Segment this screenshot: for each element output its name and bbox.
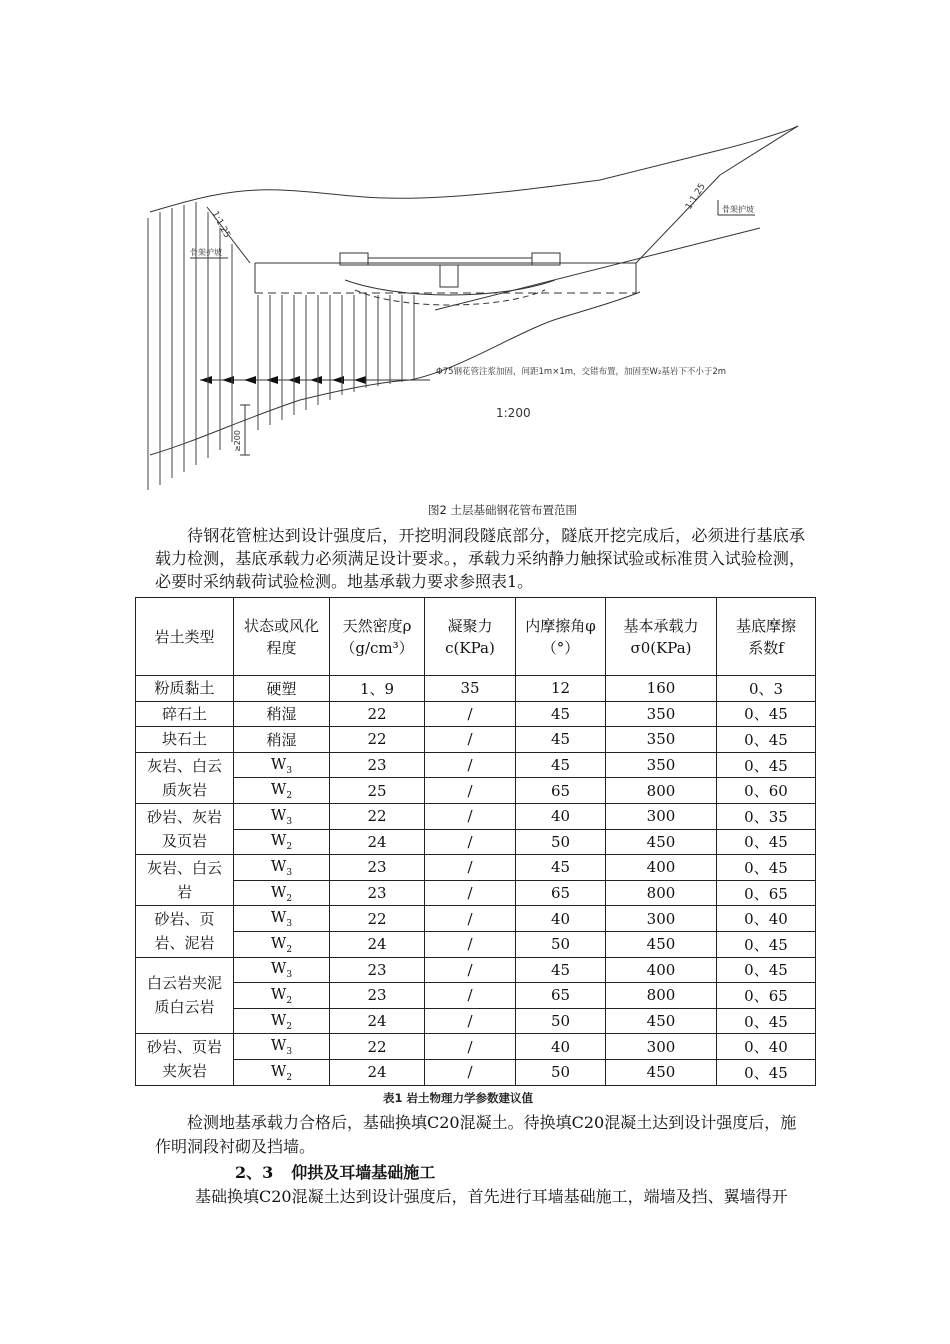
- header-cell: 天然密度ρ（g/cm³）: [330, 598, 425, 676]
- right-protection-label: 骨架护坡: [722, 205, 754, 214]
- table-cell-cohesion: /: [425, 803, 516, 829]
- table-cell-friction: 45: [516, 752, 606, 778]
- table-row: [136, 1059, 816, 1085]
- table-row: [136, 957, 816, 983]
- table-row: [136, 931, 816, 957]
- scale-ratio: 1:200: [496, 406, 531, 420]
- table-cell-coef: 0、45: [717, 752, 816, 778]
- table-cell-bearing: 300: [606, 906, 717, 932]
- table-row: [136, 803, 816, 829]
- table-cell-bearing: 350: [606, 701, 717, 727]
- table-cell-friction: 50: [516, 1059, 606, 1085]
- table-cell-density: 22: [330, 906, 425, 932]
- table-cell-coef: 0、3: [717, 676, 816, 702]
- header-cell: 岩土类型: [136, 598, 234, 676]
- table-cell-density: 22: [330, 803, 425, 829]
- table-cell-density: 23: [330, 957, 425, 983]
- table-cell-state: $W_2$: [234, 829, 330, 855]
- table-cell-type: 碎石土: [136, 701, 234, 727]
- table-cell-friction: 45: [516, 957, 606, 983]
- header-cell: 基本承载力σ0(KPa): [606, 598, 717, 676]
- table-cell-state: 稍湿: [234, 727, 330, 753]
- table-cell-coef: 0、40: [717, 1034, 816, 1060]
- table-cell-friction: 40: [516, 803, 606, 829]
- table-cell-cohesion: 35: [425, 676, 516, 702]
- table-cell-friction: 12: [516, 676, 606, 702]
- table-cell-density: 23: [330, 855, 425, 881]
- depth-label: ≥200: [233, 430, 242, 452]
- table-cell-cohesion: /: [425, 906, 516, 932]
- table-cell-coef: 0、45: [717, 1008, 816, 1034]
- table-cell-coef: 0、35: [717, 803, 816, 829]
- table-cell-bearing: 450: [606, 829, 717, 855]
- table-cell-bearing: 160: [606, 676, 717, 702]
- table-cell-type: 砂岩、页岩夹灰岩: [136, 1034, 234, 1085]
- table-cell-cohesion: /: [425, 1059, 516, 1085]
- table-cell-bearing: 800: [606, 880, 717, 906]
- table-cell-cohesion: /: [425, 931, 516, 957]
- table-cell-bearing: 450: [606, 1008, 717, 1034]
- table-cell-cohesion: /: [425, 829, 516, 855]
- inverted-arch: [355, 290, 545, 305]
- drain-ditch: [440, 265, 458, 287]
- table-cell-coef: 0、45: [717, 957, 816, 983]
- table-cell-cohesion: /: [425, 1034, 516, 1060]
- table-cell-bearing: 400: [606, 855, 717, 881]
- table-cell-bearing: 300: [606, 1034, 717, 1060]
- header-cell: 基底摩擦系数f: [717, 598, 816, 676]
- table-cell-state: $W_3$: [234, 906, 330, 932]
- table-cell-state: $W_3$: [234, 855, 330, 881]
- table-cell-density: 25: [330, 778, 425, 804]
- table-cell-bearing: 450: [606, 931, 717, 957]
- left-slope-ratio: 1:1.25: [209, 209, 232, 240]
- table-cell-friction: 45: [516, 727, 606, 753]
- rock-soil-parameter-table: [135, 597, 816, 1086]
- table-cell-bearing: 350: [606, 752, 717, 778]
- table-row: [136, 983, 816, 1009]
- table-cell-density: 22: [330, 1034, 425, 1060]
- table-row: [136, 829, 816, 855]
- table-row: [136, 1008, 816, 1034]
- table-cell-state: $W_3$: [234, 957, 330, 983]
- table-cell-bearing: 400: [606, 957, 717, 983]
- table-cell-coef: 0、40: [717, 906, 816, 932]
- table-cell-friction: 65: [516, 778, 606, 804]
- paragraph-bearing-test: 待钢花管桩达到设计强度后，开挖明洞段隧底部分，隧底开挖完成后，必须进行基底承载力检测，基底承载力必须满足设计要求。，承载力采纳静力触探试验或标准贯入试验检测，必要时采纳载荷试验检测。地基承载力要求参照表1。: [155, 526, 805, 591]
- table-cell-cohesion: /: [425, 957, 516, 983]
- table-cell-density: 24: [330, 1059, 425, 1085]
- table-cell-coef: 0、65: [717, 880, 816, 906]
- table-cell-density: 24: [330, 931, 425, 957]
- table-cell-density: 24: [330, 829, 425, 855]
- table-cell-friction: 40: [516, 906, 606, 932]
- pipe-pile-layout-drawing: [135, 118, 815, 498]
- header-cell: 状态或风化程度: [234, 598, 330, 676]
- table-row: [136, 906, 816, 932]
- table-cell-cohesion: /: [425, 778, 516, 804]
- table-cell-type: 粉质黏土: [136, 676, 234, 702]
- table-row: [136, 701, 816, 727]
- table-cell-state: $W_2$: [234, 778, 330, 804]
- table-cell-type: 灰岩、白云质灰岩: [136, 752, 234, 803]
- table-header-row: [136, 598, 816, 676]
- table-cell-density: 23: [330, 983, 425, 1009]
- table-cell-coef: 0、45: [717, 931, 816, 957]
- table-row: [136, 752, 816, 778]
- section-heading: [235, 1160, 435, 1183]
- header-cell: 内摩擦角φ（°）: [516, 598, 606, 676]
- table-row: [136, 1034, 816, 1060]
- table-cell-density: 22: [330, 701, 425, 727]
- ground-surface-line: [150, 126, 798, 212]
- table-cell-friction: 50: [516, 1008, 606, 1034]
- table-cell-state: $W_2$: [234, 931, 330, 957]
- table-row: [136, 880, 816, 906]
- table-cell-state: $W_3$: [234, 803, 330, 829]
- table-cell-cohesion: /: [425, 752, 516, 778]
- table-cell-density: 23: [330, 752, 425, 778]
- table-cell-friction: 45: [516, 855, 606, 881]
- table-cell-coef: 0、45: [717, 829, 816, 855]
- section-title: 仰拱及耳墙基础施工: [291, 1163, 436, 1182]
- table-cell-cohesion: /: [425, 880, 516, 906]
- paragraph-ear-wall: 基础换填C20混凝土达到设计强度后，首先进行耳墙基础施工，端墙及挡、翼墙得开: [195, 1187, 788, 1206]
- table-row: [136, 676, 816, 702]
- steel-pipe-piles: [148, 202, 414, 490]
- table-cell-bearing: 350: [606, 727, 717, 753]
- table-cell-density: 1、9: [330, 676, 425, 702]
- right-outer-slope: [435, 228, 760, 310]
- table-cell-cohesion: /: [425, 727, 516, 753]
- table-cell-friction: 65: [516, 880, 606, 906]
- table-cell-type: 砂岩、灰岩及页岩: [136, 803, 234, 854]
- left-protection-label: 骨架护坡: [190, 248, 222, 257]
- table-cell-state: $W_2$: [234, 880, 330, 906]
- table-cell-friction: 45: [516, 701, 606, 727]
- section-number: 2、3: [235, 1163, 274, 1182]
- table-cell-bearing: 300: [606, 803, 717, 829]
- figure-caption: 图2 土层基础钢花管布置范围: [428, 503, 577, 517]
- table-row: [136, 727, 816, 753]
- table-cell-coef: 0、45: [717, 727, 816, 753]
- table-cell-friction: 65: [516, 983, 606, 1009]
- table-cell-cohesion: /: [425, 1008, 516, 1034]
- table-cell-coef: 0、45: [717, 855, 816, 881]
- table-caption: 表1 岩土物理力学参数建议值: [383, 1091, 534, 1105]
- table-cell-coef: 0、65: [717, 983, 816, 1009]
- table-cell-coef: 0、60: [717, 778, 816, 804]
- table-cell-state: $W_3$: [234, 1034, 330, 1060]
- paragraph-backfill: 检测地基承载力合格后，基础换填C20混凝土。待换填C20混凝土达到设计强度后，施作明洞段衬砌及挡墙。: [155, 1113, 797, 1156]
- table-cell-state: 硬塑: [234, 676, 330, 702]
- table-cell-cohesion: /: [425, 701, 516, 727]
- table-cell-type: 砂岩、页岩、泥岩: [136, 906, 234, 957]
- table-cell-bearing: 800: [606, 778, 717, 804]
- table-cell-state: $W_2$: [234, 983, 330, 1009]
- table-cell-state: 稍湿: [234, 701, 330, 727]
- right-slope-line: [636, 175, 720, 263]
- table-cell-friction: 50: [516, 931, 606, 957]
- table-cell-density: 22: [330, 727, 425, 753]
- table-cell-bearing: 450: [606, 1059, 717, 1085]
- table-cell-coef: 0、45: [717, 701, 816, 727]
- table-cell-bearing: 800: [606, 983, 717, 1009]
- pile-spec-note: Φ75钢花管注浆加固，间距1m×1m，交错布置，加固至W₂基岩下不小于2m: [436, 367, 727, 377]
- table-cell-state: $W_2$: [234, 1008, 330, 1034]
- table-cell-type: 块石土: [136, 727, 234, 753]
- table-cell-density: 24: [330, 1008, 425, 1034]
- table-cell-state: $W_2$: [234, 1059, 330, 1085]
- table-cell-state: $W_3$: [234, 752, 330, 778]
- table-cell-friction: 50: [516, 829, 606, 855]
- table-cell-type: 白云岩夹泥质白云岩: [136, 957, 234, 1034]
- table-cell-cohesion: /: [425, 855, 516, 881]
- table-cell-coef: 0、45: [717, 1059, 816, 1085]
- table-cell-density: 23: [330, 880, 425, 906]
- right-slope-ratio: 1:1.25: [684, 181, 708, 212]
- header-cell: 凝聚力c(KPa): [425, 598, 516, 676]
- table-row: [136, 778, 816, 804]
- table-cell-friction: 40: [516, 1034, 606, 1060]
- table-cell-cohesion: /: [425, 983, 516, 1009]
- table-cell-type: 灰岩、白云岩: [136, 855, 234, 906]
- table-row: [136, 855, 816, 881]
